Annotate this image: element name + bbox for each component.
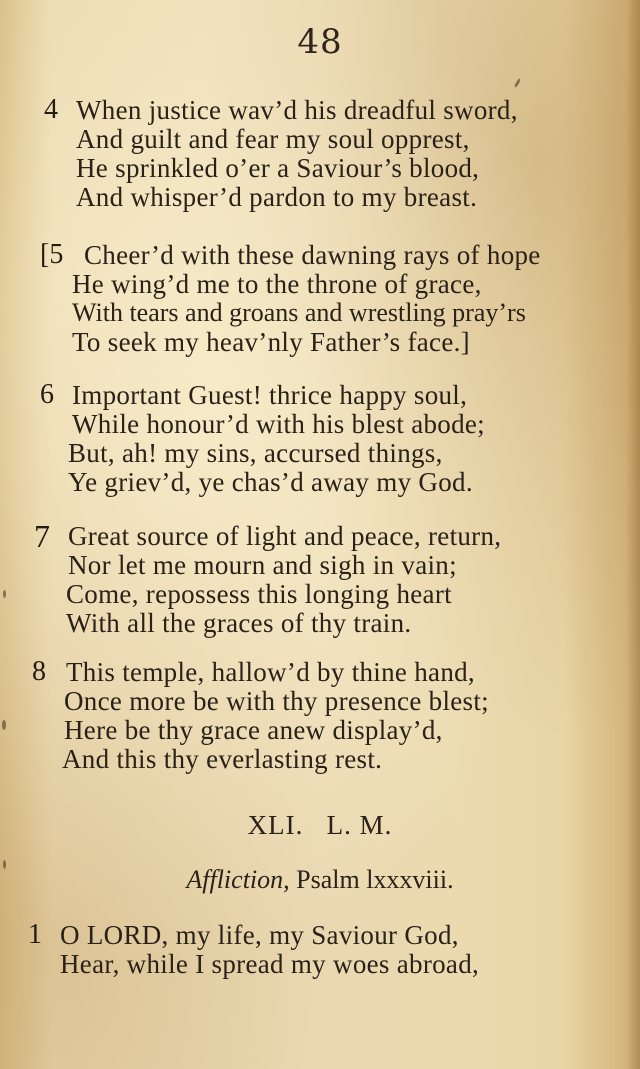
verse-line: Once more be with thy presence blest;	[64, 686, 489, 716]
paper-speck	[3, 590, 6, 598]
verse-line: Important Guest! thrice happy soul,	[72, 380, 468, 410]
stanza-number: 8	[32, 656, 46, 687]
verse-line: And guilt and fear my soul opprest,	[76, 124, 470, 154]
verse-line: To seek my heav’nly Father’s face.]	[72, 327, 470, 357]
verse-line: Hear, while I spread my woes abroad,	[60, 949, 480, 979]
verse-line: Come, repossess this longing heart	[66, 579, 452, 609]
verse-line: Ye griev’d, ye chas’d away my God.	[68, 467, 473, 497]
stanza-number: 4	[44, 94, 58, 125]
verse-line: While honour’d with his blest abode;	[72, 409, 485, 439]
verse-line: He sprinkled o’er a Saviour’s blood,	[76, 153, 480, 183]
verse-line: With all the graces of thy train.	[66, 608, 412, 638]
verse-line: But, ah! my sins, accursed things,	[68, 438, 443, 468]
verse-line: Cheer’d with these dawning rays of hope	[84, 240, 541, 270]
hymn-heading: XLI. L. M.	[247, 810, 393, 840]
verse-line: With tears and groans and wrestling pray’rs	[72, 298, 526, 327]
stanza-number: 1	[28, 919, 42, 950]
verse-line: O LORD, my life, my Saviour God,	[60, 920, 459, 950]
hymn-subtitle	[0, 865, 640, 895]
paper-speck	[3, 860, 6, 869]
stanza-number: [5	[40, 239, 64, 270]
verse-line: Great source of light and peace, return,	[68, 521, 502, 551]
stanza-number: 7	[34, 518, 50, 554]
verse-line: He wing’d me to the throne of grace,	[72, 269, 482, 299]
page-number: 48	[297, 22, 343, 62]
verse-line: When justice wav’d his dreadful sword,	[76, 95, 518, 125]
verse-line: Here be thy grace anew display’d,	[64, 715, 443, 745]
stanza-number: 6	[40, 379, 54, 410]
page-edge-shadow	[626, 0, 640, 1069]
paper-speck	[514, 78, 522, 88]
verse-line: This temple, hallow’d by thine hand,	[66, 657, 475, 687]
verse-line: Nor let me mourn and sigh in vain;	[68, 550, 457, 580]
paper-speck	[2, 720, 6, 730]
verse-line: And whisper’d pardon to my breast.	[76, 182, 478, 212]
subtitle-topic: Affliction,	[186, 865, 290, 894]
verse-line: And this thy everlasting rest.	[62, 744, 383, 774]
subtitle-psalm: Psalm lxxxviii.	[289, 865, 454, 894]
